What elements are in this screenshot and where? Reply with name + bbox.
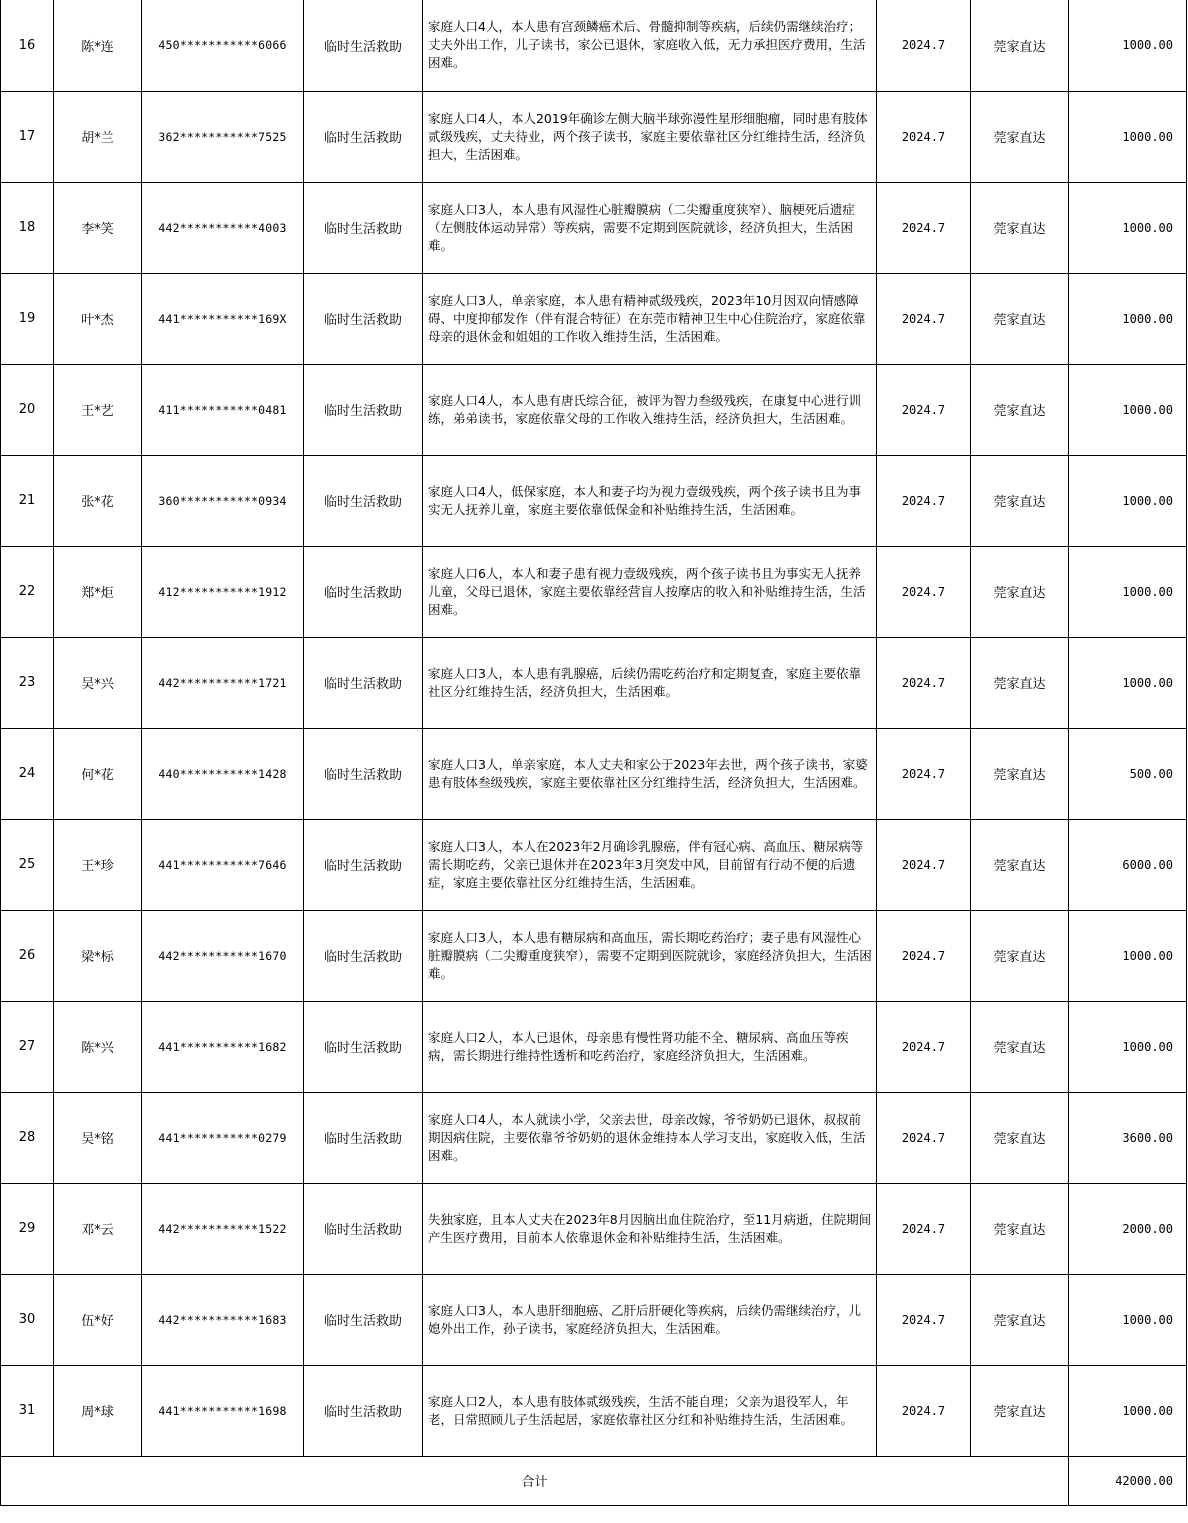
cell-method: 莞家直达 bbox=[971, 1183, 1069, 1274]
cell-relief-type: 临时生活救助 bbox=[304, 1365, 423, 1456]
cell-name: 何*花 bbox=[54, 728, 142, 819]
cell-name: 王*艺 bbox=[54, 364, 142, 455]
cell-id-number: 441***********1682 bbox=[142, 1001, 304, 1092]
cell-method: 莞家直达 bbox=[971, 910, 1069, 1001]
cell-method: 莞家直达 bbox=[971, 182, 1069, 273]
table-row bbox=[1, 910, 1187, 1001]
cell-date: 2024.7 bbox=[877, 364, 971, 455]
cell-id-number: 441***********1698 bbox=[142, 1365, 304, 1456]
cell-amount: 3600.00 bbox=[1069, 1092, 1187, 1183]
cell-date: 2024.7 bbox=[877, 1183, 971, 1274]
cell-description: 家庭人口4人，本人2019年确诊左侧大脑半球弥漫性星形细胞瘤，同时患有肢体贰级残疾，丈夫待业，两个孩子读书，家庭主要依靠社区分红维持生活，经济负担大，生活困难。 bbox=[423, 91, 877, 182]
cell-index: 25 bbox=[1, 819, 54, 910]
cell-index: 30 bbox=[1, 1274, 54, 1365]
table-row bbox=[1, 728, 1187, 819]
cell-relief-type: 临时生活救助 bbox=[304, 182, 423, 273]
cell-name: 陈*兴 bbox=[54, 1001, 142, 1092]
table-row bbox=[1, 1274, 1187, 1365]
cell-id-number: 442***********1522 bbox=[142, 1183, 304, 1274]
cell-amount: 1000.00 bbox=[1069, 1365, 1187, 1456]
cell-method: 莞家直达 bbox=[971, 0, 1069, 91]
cell-date: 2024.7 bbox=[877, 0, 971, 91]
cell-name: 王*珍 bbox=[54, 819, 142, 910]
cell-description: 家庭人口2人，本人患有肢体贰级残疾，生活不能自理；父亲为退役军人，年老，日常照顾儿子生活起居，家庭依靠社区分红和补贴维持生活，生活困难。 bbox=[423, 1365, 877, 1456]
cell-date: 2024.7 bbox=[877, 1274, 971, 1365]
cell-date: 2024.7 bbox=[877, 455, 971, 546]
cell-description: 家庭人口3人，本人患有风湿性心脏瓣膜病（二尖瓣重度狭窄）、脑梗死后遗症（左侧肢体运动异常）等疾病，需要不定期到医院就诊，经济负担大，生活困难。 bbox=[423, 182, 877, 273]
cell-index: 16 bbox=[1, 0, 54, 91]
cell-id-number: 442***********4003 bbox=[142, 182, 304, 273]
cell-name: 吴*铭 bbox=[54, 1092, 142, 1183]
cell-date: 2024.7 bbox=[877, 1092, 971, 1183]
cell-relief-type: 临时生活救助 bbox=[304, 0, 423, 91]
cell-id-number: 442***********1670 bbox=[142, 910, 304, 1001]
cell-name: 吴*兴 bbox=[54, 637, 142, 728]
cell-method: 莞家直达 bbox=[971, 91, 1069, 182]
cell-id-number: 442***********1683 bbox=[142, 1274, 304, 1365]
table-row bbox=[1, 455, 1187, 546]
cell-name: 梁*标 bbox=[54, 910, 142, 1001]
cell-method: 莞家直达 bbox=[971, 1092, 1069, 1183]
cell-name: 李*笑 bbox=[54, 182, 142, 273]
cell-method: 莞家直达 bbox=[971, 1001, 1069, 1092]
cell-id-number: 442***********1721 bbox=[142, 637, 304, 728]
cell-amount: 1000.00 bbox=[1069, 273, 1187, 364]
cell-id-number: 411***********0481 bbox=[142, 364, 304, 455]
cell-relief-type: 临时生活救助 bbox=[304, 1183, 423, 1274]
cell-description: 失独家庭，且本人丈夫在2023年8月因脑出血住院治疗，至11月病逝，住院期间产生医疗费用，目前本人依靠退休金和补贴维持生活，生活困难。 bbox=[423, 1183, 877, 1274]
cell-method: 莞家直达 bbox=[971, 546, 1069, 637]
cell-id-number: 450***********6066 bbox=[142, 0, 304, 91]
cell-relief-type: 临时生活救助 bbox=[304, 546, 423, 637]
total-label: 合计 bbox=[1, 1456, 1069, 1505]
total-amount: 42000.00 bbox=[1069, 1456, 1187, 1505]
cell-amount: 2000.00 bbox=[1069, 1183, 1187, 1274]
table-body bbox=[1, 0, 1187, 1456]
cell-amount: 1000.00 bbox=[1069, 1001, 1187, 1092]
cell-description: 家庭人口2人，本人已退休，母亲患有慢性肾功能不全、糖尿病、高血压等疾病，需长期进行维持性透析和吃药治疗，家庭经济负担大，生活困难。 bbox=[423, 1001, 877, 1092]
total-row bbox=[1, 1456, 1187, 1505]
cell-date: 2024.7 bbox=[877, 546, 971, 637]
cell-index: 20 bbox=[1, 364, 54, 455]
cell-method: 莞家直达 bbox=[971, 1274, 1069, 1365]
cell-index: 29 bbox=[1, 1183, 54, 1274]
cell-date: 2024.7 bbox=[877, 91, 971, 182]
cell-amount: 1000.00 bbox=[1069, 546, 1187, 637]
table-row bbox=[1, 273, 1187, 364]
table-row bbox=[1, 819, 1187, 910]
cell-index: 26 bbox=[1, 910, 54, 1001]
cell-relief-type: 临时生活救助 bbox=[304, 910, 423, 1001]
cell-index: 28 bbox=[1, 1092, 54, 1183]
cell-description: 家庭人口6人，本人和妻子患有视力壹级残疾，两个孩子读书且为事实无人抚养儿童，父母已退休，家庭主要依靠经营盲人按摩店的收入和补贴维持生活，生活困难。 bbox=[423, 546, 877, 637]
table-row bbox=[1, 1001, 1187, 1092]
cell-method: 莞家直达 bbox=[971, 364, 1069, 455]
cell-index: 19 bbox=[1, 273, 54, 364]
cell-relief-type: 临时生活救助 bbox=[304, 637, 423, 728]
cell-date: 2024.7 bbox=[877, 1365, 971, 1456]
cell-amount: 1000.00 bbox=[1069, 91, 1187, 182]
table-row bbox=[1, 182, 1187, 273]
cell-date: 2024.7 bbox=[877, 182, 971, 273]
table-row bbox=[1, 1092, 1187, 1183]
cell-amount: 1000.00 bbox=[1069, 910, 1187, 1001]
cell-relief-type: 临时生活救助 bbox=[304, 91, 423, 182]
cell-relief-type: 临时生活救助 bbox=[304, 728, 423, 819]
cell-method: 莞家直达 bbox=[971, 273, 1069, 364]
table-row bbox=[1, 1183, 1187, 1274]
cell-name: 周*球 bbox=[54, 1365, 142, 1456]
cell-date: 2024.7 bbox=[877, 637, 971, 728]
cell-index: 22 bbox=[1, 546, 54, 637]
cell-index: 31 bbox=[1, 1365, 54, 1456]
cell-description: 家庭人口4人，本人就读小学，父亲去世，母亲改嫁，爷爷奶奶已退休，叔叔前期因病住院，主要依靠爷爷奶奶的退休金维持本人学习支出，家庭收入低，生活困难。 bbox=[423, 1092, 877, 1183]
cell-method: 莞家直达 bbox=[971, 1365, 1069, 1456]
cell-id-number: 441***********7646 bbox=[142, 819, 304, 910]
cell-name: 陈*连 bbox=[54, 0, 142, 91]
cell-relief-type: 临时生活救助 bbox=[304, 1092, 423, 1183]
cell-name: 邓*云 bbox=[54, 1183, 142, 1274]
cell-method: 莞家直达 bbox=[971, 819, 1069, 910]
cell-name: 伍*好 bbox=[54, 1274, 142, 1365]
cell-index: 23 bbox=[1, 637, 54, 728]
cell-index: 21 bbox=[1, 455, 54, 546]
table-row bbox=[1, 637, 1187, 728]
cell-index: 27 bbox=[1, 1001, 54, 1092]
cell-description: 家庭人口3人，本人在2023年2月确诊乳腺癌，伴有冠心病、高血压、糖尿病等需长期吃药，父亲已退休并在2023年3月突发中风，目前留有行动不便的后遗症，家庭主要依靠社区分红维持生活，生活困难。 bbox=[423, 819, 877, 910]
cell-description: 家庭人口3人，本人患有糖尿病和高血压，需长期吃药治疗；妻子患有风湿性心脏瓣膜病（二尖瓣重度狭窄），需要不定期到医院就诊，家庭经济负担大，生活困难。 bbox=[423, 910, 877, 1001]
cell-date: 2024.7 bbox=[877, 910, 971, 1001]
cell-description: 家庭人口4人，本人患有宫颈鳞癌术后、骨髓抑制等疾病，后续仍需继续治疗；丈夫外出工作，儿子读书，家公已退休，家庭收入低，无力承担医疗费用，生活困难。 bbox=[423, 0, 877, 91]
cell-amount: 1000.00 bbox=[1069, 455, 1187, 546]
cell-index: 24 bbox=[1, 728, 54, 819]
cell-id-number: 441***********0279 bbox=[142, 1092, 304, 1183]
cell-id-number: 360***********0934 bbox=[142, 455, 304, 546]
table-row bbox=[1, 364, 1187, 455]
cell-index: 18 bbox=[1, 182, 54, 273]
cell-date: 2024.7 bbox=[877, 1001, 971, 1092]
cell-name: 叶*杰 bbox=[54, 273, 142, 364]
cell-relief-type: 临时生活救助 bbox=[304, 364, 423, 455]
cell-name: 张*花 bbox=[54, 455, 142, 546]
cell-amount: 6000.00 bbox=[1069, 819, 1187, 910]
cell-amount: 1000.00 bbox=[1069, 0, 1187, 91]
cell-description: 家庭人口3人，本人患有乳腺癌，后续仍需吃药治疗和定期复查，家庭主要依靠社区分红维持生活，经济负担大，生活困难。 bbox=[423, 637, 877, 728]
cell-amount: 1000.00 bbox=[1069, 182, 1187, 273]
cell-name: 郑*炬 bbox=[54, 546, 142, 637]
table-row bbox=[1, 0, 1187, 91]
cell-amount: 500.00 bbox=[1069, 728, 1187, 819]
cell-relief-type: 临时生活救助 bbox=[304, 1274, 423, 1365]
cell-method: 莞家直达 bbox=[971, 637, 1069, 728]
cell-id-number: 440***********1428 bbox=[142, 728, 304, 819]
cell-amount: 1000.00 bbox=[1069, 1274, 1187, 1365]
cell-name: 胡*兰 bbox=[54, 91, 142, 182]
cell-date: 2024.7 bbox=[877, 819, 971, 910]
table-row bbox=[1, 91, 1187, 182]
cell-method: 莞家直达 bbox=[971, 455, 1069, 546]
cell-relief-type: 临时生活救助 bbox=[304, 273, 423, 364]
table-row bbox=[1, 1365, 1187, 1456]
cell-description: 家庭人口3人，单亲家庭，本人丈夫和家公于2023年去世，两个孩子读书，家婆患有肢体叁级残疾，家庭主要依靠社区分红维持生活，经济负担大，生活困难。 bbox=[423, 728, 877, 819]
cell-description: 家庭人口4人，本人患有唐氏综合征，被评为智力叁级残疾，在康复中心进行训练，弟弟读书，家庭依靠父母的工作收入维持生活，经济负担大，生活困难。 bbox=[423, 364, 877, 455]
cell-id-number: 441***********169X bbox=[142, 273, 304, 364]
cell-amount: 1000.00 bbox=[1069, 364, 1187, 455]
cell-method: 莞家直达 bbox=[971, 728, 1069, 819]
cell-relief-type: 临时生活救助 bbox=[304, 455, 423, 546]
cell-description: 家庭人口3人，单亲家庭，本人患有精神贰级残疾，2023年10月因双向情感障碍、中度抑郁发作（伴有混合特征）在东莞市精神卫生中心住院治疗，家庭依靠母亲的退休金和姐姐的工作收入维持生活，生活困难。 bbox=[423, 273, 877, 364]
cell-description: 家庭人口3人，本人患肝细胞癌、乙肝后肝硬化等疾病，后续仍需继续治疗，儿媳外出工作，孙子读书，家庭经济负担大，生活困难。 bbox=[423, 1274, 877, 1365]
cell-date: 2024.7 bbox=[877, 273, 971, 364]
cell-amount: 1000.00 bbox=[1069, 637, 1187, 728]
cell-index: 17 bbox=[1, 91, 54, 182]
table-row bbox=[1, 546, 1187, 637]
cell-id-number: 362***********7525 bbox=[142, 91, 304, 182]
cell-relief-type: 临时生活救助 bbox=[304, 1001, 423, 1092]
cell-description: 家庭人口4人，低保家庭，本人和妻子均为视力壹级残疾，两个孩子读书且为事实无人抚养儿童，家庭主要依靠低保金和补贴维持生活，生活困难。 bbox=[423, 455, 877, 546]
cell-id-number: 412***********1912 bbox=[142, 546, 304, 637]
cell-date: 2024.7 bbox=[877, 728, 971, 819]
cell-relief-type: 临时生活救助 bbox=[304, 819, 423, 910]
